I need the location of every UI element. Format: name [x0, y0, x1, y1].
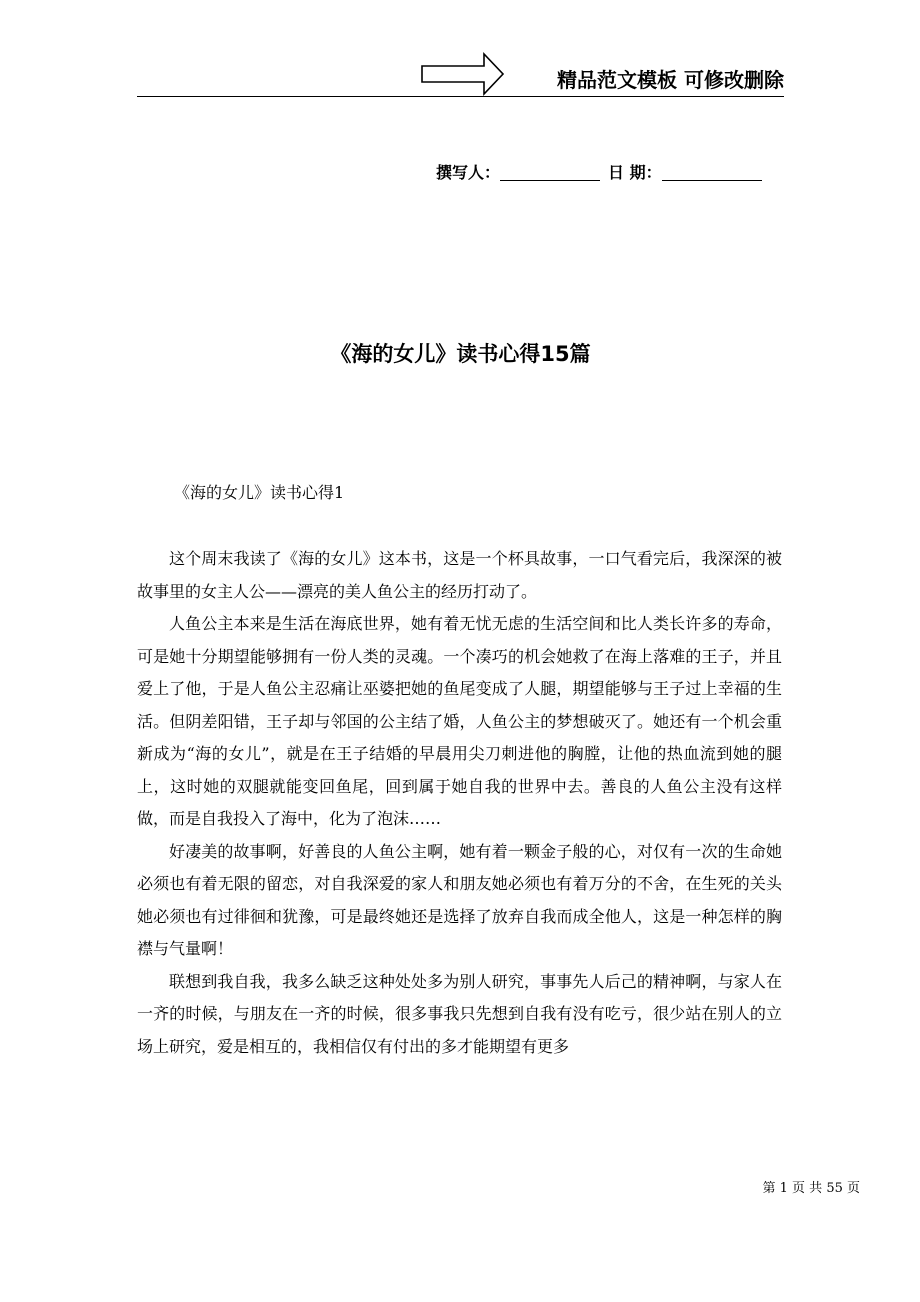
- author-blank-field[interactable]: [500, 162, 600, 181]
- paragraph: 人鱼公主本来是生活在海底世界，她有着无忧无虑的生活空间和比人类长许多的寿命，可是她十分期望能够拥有一份人类的灵魂。一个凑巧的机会她救了在海上落难的王子，并且爱上了他，于是人鱼公主忍痛让巫婆把她的鱼尾变成了人腿，期望能够与王子过上幸福的生活。但阴差阳错，王子却与邻国的公主结了婚，人鱼公主的梦想破灭了。她还有一个机会重新成为“海的女儿”，就是在王子结婚的早晨用尖刀刺进他的胸膛，让他的热血流到她的腿上，这时她的双腿就能变回鱼尾，回到属于她自我的世界中去。善良的人鱼公主没有这样做，而是自我投入了海中，化为了泡沫……: [137, 614, 782, 828]
- date-blank-field[interactable]: [662, 162, 762, 181]
- date-label: 日 期：: [608, 163, 662, 182]
- page-number: 第 1 页 共 55 页: [762, 1181, 860, 1196]
- header-divider: [137, 96, 784, 97]
- author-label: 撰写人：: [436, 163, 501, 182]
- body-text: [137, 543, 782, 1063]
- paragraph: 好凄美的故事啊，好善良的人鱼公主啊，她有着一颗金子般的心，对仅有一次的生命她必须也有着无限的留恋，对自我深爱的家人和朋友她必须也有着万分的不舍，在生死的关头她必须也有过徘徊和犹豫，可是最终她还是选择了放弃自我而成全他人，这是一种怎样的胸襟与气量啊！: [137, 841, 782, 958]
- paragraph: 联想到我自我，我多么缺乏这种处处多为别人研究，事事先人后己的精神啊，与家人在一齐的时候，与朋友在一齐的时候，很多事我只先想到自我有没有吃亏，很少站在别人的立场上研究，爱是相互的，我相信仅有付出的多才能期望有更多: [137, 971, 782, 1056]
- section-heading: 《海的女儿》读书心得1: [174, 483, 345, 502]
- author-date-line: [436, 160, 786, 186]
- header-tagline: 精品范文模板 可修改删除: [557, 68, 784, 92]
- right-arrow-outline-icon: [421, 52, 505, 96]
- paragraph: 这个周末我读了《海的女儿》这本书，这是一个杯具故事，一口气看完后，我深深的被故事里的女主人公——漂亮的美人鱼公主的经历打动了。: [137, 549, 782, 601]
- document-title: 《海的女儿》读书心得15篇: [330, 342, 591, 366]
